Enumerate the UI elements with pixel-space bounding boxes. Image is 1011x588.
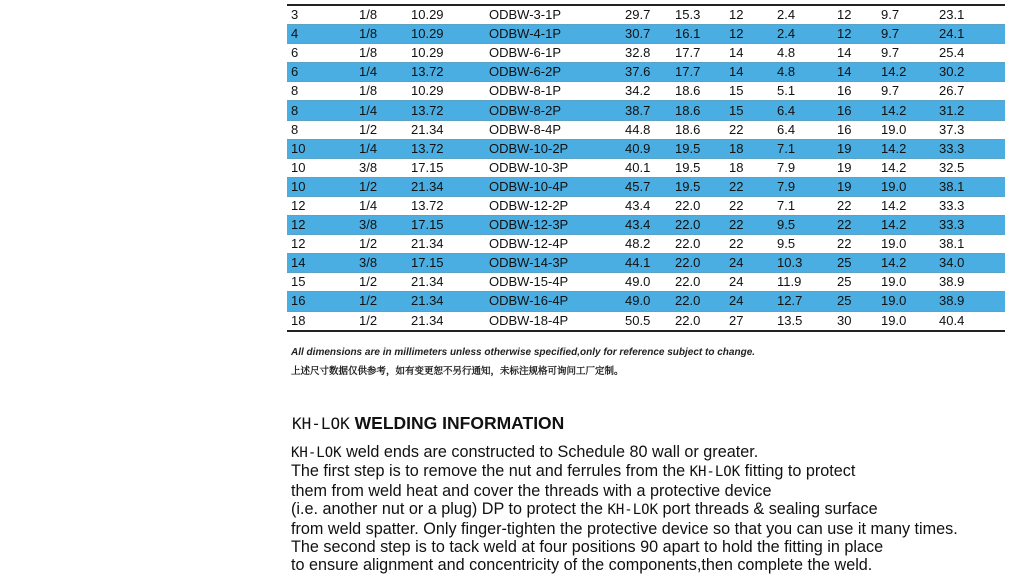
table-cell: 19.0 — [877, 311, 935, 331]
table-cell: 26.7 — [935, 82, 1005, 101]
table-cell: 22.0 — [671, 311, 725, 331]
table-cell: 21.34 — [407, 235, 485, 254]
table-cell: 27 — [725, 311, 773, 331]
table-cell: 24 — [725, 273, 773, 292]
heading-brand: KH-LOK — [292, 414, 350, 433]
table-cell: 50.5 — [621, 311, 671, 331]
table-cell: 44.1 — [621, 254, 671, 273]
table-cell: 33.3 — [935, 196, 1005, 215]
table-cell: 7.9 — [773, 177, 833, 196]
table-cell: 22.0 — [671, 292, 725, 311]
table-cell: 8 — [287, 120, 355, 139]
table-cell: 18.6 — [671, 82, 725, 101]
table-cell: 1/4 — [355, 63, 407, 82]
table-cell: 38.1 — [935, 235, 1005, 254]
table-cell: 24 — [725, 254, 773, 273]
table-cell: 14 — [725, 63, 773, 82]
table-cell: 22 — [833, 196, 877, 215]
table-cell: 6.4 — [773, 101, 833, 120]
table-cell: 15 — [287, 273, 355, 292]
units-note: All dimensions are in millimeters unless otherwise specified,only for reference subject to change. — [291, 347, 756, 358]
table-cell: 32.5 — [935, 158, 1005, 177]
table-cell: 22 — [725, 120, 773, 139]
table-cell: 16.1 — [671, 25, 725, 44]
table-cell: 22 — [725, 177, 773, 196]
table-cell: 22 — [833, 216, 877, 235]
table-cell: 22.0 — [671, 235, 725, 254]
table-cell: 6 — [287, 44, 355, 63]
table-cell: 38.1 — [935, 177, 1005, 196]
table-row — [287, 254, 1005, 273]
table-cell: 14 — [833, 63, 877, 82]
table-cell: 19.5 — [671, 139, 725, 158]
table-row — [287, 292, 1005, 311]
table-cell: 11.9 — [773, 273, 833, 292]
table-cell: 13.72 — [407, 196, 485, 215]
table-cell: 43.4 — [621, 196, 671, 215]
table-cell: 6.4 — [773, 120, 833, 139]
table-cell: 13.72 — [407, 101, 485, 120]
table-cell: 10 — [287, 177, 355, 196]
table-cell: ODBW-8-1P — [485, 82, 621, 101]
table-cell: 16 — [833, 120, 877, 139]
table-cell: 21.34 — [407, 120, 485, 139]
table-cell: 9.7 — [877, 25, 935, 44]
paragraph-line — [291, 556, 1011, 574]
table-cell: 13.72 — [407, 63, 485, 82]
table-cell: 15 — [725, 82, 773, 101]
table-cell: 37.3 — [935, 120, 1005, 139]
table-row — [287, 235, 1005, 254]
paragraph-line — [291, 462, 1011, 481]
table-cell: 18.6 — [671, 120, 725, 139]
table-cell: ODBW-18-4P — [485, 311, 621, 331]
table-cell: 7.1 — [773, 196, 833, 215]
table-cell: ODBW-10-4P — [485, 177, 621, 196]
table-cell: ODBW-10-3P — [485, 158, 621, 177]
table-cell: ODBW-12-3P — [485, 216, 621, 235]
table-cell: 12 — [287, 216, 355, 235]
table-cell: ODBW-8-4P — [485, 120, 621, 139]
table-cell: 43.4 — [621, 216, 671, 235]
paragraph-line — [291, 538, 1011, 556]
table-cell: 18 — [287, 311, 355, 331]
table-cell: 38.7 — [621, 101, 671, 120]
table-cell: 1/8 — [355, 25, 407, 44]
table-cell: 19.5 — [671, 177, 725, 196]
table-cell: 25.4 — [935, 44, 1005, 63]
table-row — [287, 6, 1005, 25]
table-cell: 17.7 — [671, 63, 725, 82]
paragraph-text: fitting to protect — [740, 462, 856, 481]
table-cell: 9.5 — [773, 235, 833, 254]
table-cell: 1/2 — [355, 273, 407, 292]
table-cell: ODBW-12-2P — [485, 196, 621, 215]
table-cell: 34.2 — [621, 82, 671, 101]
table-cell: 38.9 — [935, 292, 1005, 311]
table-cell: 21.34 — [407, 292, 485, 311]
table-cell: 2.4 — [773, 25, 833, 44]
brand-name: KH-LOK — [689, 464, 741, 481]
table-cell: 2.4 — [773, 6, 833, 25]
table-cell: 25 — [833, 254, 877, 273]
table-cell: 1/2 — [355, 311, 407, 331]
table-cell: 25 — [833, 273, 877, 292]
table-cell: ODBW-12-4P — [485, 235, 621, 254]
table-cell: 33.3 — [935, 139, 1005, 158]
table-cell: 1/2 — [355, 120, 407, 139]
table-cell: 22.0 — [671, 196, 725, 215]
table-cell: 34.0 — [935, 254, 1005, 273]
table-cell: 22 — [725, 216, 773, 235]
table-cell: 12 — [725, 25, 773, 44]
table-cell: 17.15 — [407, 158, 485, 177]
table-cell: 22 — [725, 235, 773, 254]
heading-title: WELDING INFORMATION — [349, 413, 565, 433]
table-cell: 8 — [287, 82, 355, 101]
table-cell: 21.34 — [407, 311, 485, 331]
table-cell: 19.5 — [671, 158, 725, 177]
table-cell: 3/8 — [355, 158, 407, 177]
paragraph-text: from weld spatter. Only finger-tighten the protective device so that you can use it many times. — [291, 519, 958, 538]
table-cell: 7.1 — [773, 139, 833, 158]
table-cell: 49.0 — [621, 273, 671, 292]
table-cell: 12 — [833, 25, 877, 44]
table-cell: 1/2 — [355, 235, 407, 254]
table-cell: 22 — [833, 235, 877, 254]
table-row — [287, 82, 1005, 101]
table-cell: 24.1 — [935, 25, 1005, 44]
table-body — [287, 6, 1005, 331]
table-row — [287, 177, 1005, 196]
table-cell: 13.72 — [407, 139, 485, 158]
section-heading — [292, 413, 564, 434]
table-cell: 6 — [287, 63, 355, 82]
table-cell: 16 — [833, 82, 877, 101]
table-cell: 14.2 — [877, 196, 935, 215]
dimension-table — [287, 6, 1005, 332]
table-cell: 30.7 — [621, 25, 671, 44]
table-cell: 10.29 — [407, 6, 485, 25]
table-cell: 10.29 — [407, 25, 485, 44]
table-cell: 10 — [287, 158, 355, 177]
table-cell: 1/4 — [355, 196, 407, 215]
table-cell: 14.2 — [877, 158, 935, 177]
table-row — [287, 139, 1005, 158]
brand-name: KH-LOK — [291, 445, 342, 461]
table-cell: 19.0 — [877, 120, 935, 139]
table-row — [287, 216, 1005, 235]
table-cell: 1/8 — [355, 6, 407, 25]
paragraph-text: weld ends are constructed to Schedule 80 wall or greater. — [341, 443, 759, 461]
table-cell: 21.34 — [407, 177, 485, 196]
table-cell: 22.0 — [671, 254, 725, 273]
table-cell: ODBW-14-3P — [485, 254, 621, 273]
table-cell: 30 — [833, 311, 877, 331]
table-cell: 13.5 — [773, 311, 833, 331]
table-cell: 30.2 — [935, 63, 1005, 82]
table-cell: 3/8 — [355, 216, 407, 235]
table-cell: 22.0 — [671, 216, 725, 235]
table-cell: 24 — [725, 292, 773, 311]
table-cell: 10.3 — [773, 254, 833, 273]
table-row — [287, 101, 1005, 120]
table-cell: 19 — [833, 177, 877, 196]
paragraph-text: (i.e. another nut or a plug) DP to protect the — [291, 500, 608, 519]
table-cell: 44.8 — [621, 120, 671, 139]
table-row — [287, 63, 1005, 82]
table-cell: 48.2 — [621, 235, 671, 254]
table-cell: 12.7 — [773, 292, 833, 311]
table-row — [287, 44, 1005, 63]
table-cell: 5.1 — [773, 82, 833, 101]
paragraph-text: The first step is to remove the nut and ferrules from the — [291, 462, 690, 481]
table-cell: 14 — [287, 254, 355, 273]
table-cell: 17.7 — [671, 44, 725, 63]
table-cell: 19.0 — [877, 273, 935, 292]
table-cell: 22.0 — [671, 273, 725, 292]
table-cell: ODBW-10-2P — [485, 139, 621, 158]
table-cell: ODBW-3-1P — [485, 6, 621, 25]
table-cell: 33.3 — [935, 216, 1005, 235]
table-cell: 1/8 — [355, 44, 407, 63]
table-row — [287, 25, 1005, 44]
table-cell: 29.7 — [621, 6, 671, 25]
units-note-chinese: 上述尺寸数据仅供参考，如有变更恕不另行通知，未标注规格可询问工厂定制。 — [291, 366, 624, 377]
table-cell: 19.0 — [877, 177, 935, 196]
table-cell: ODBW-16-4P — [485, 292, 621, 311]
table-cell: 7.9 — [773, 158, 833, 177]
table-cell: 14.2 — [877, 63, 935, 82]
table-cell: 18.6 — [671, 101, 725, 120]
table-cell: 19.0 — [877, 292, 935, 311]
dimension-table-wrapper — [287, 4, 1005, 332]
table-cell: 18 — [725, 158, 773, 177]
table-cell: 45.7 — [621, 177, 671, 196]
paragraph-line — [291, 500, 1011, 519]
brand-name: KH-LOK — [607, 502, 659, 519]
paragraph-text: to ensure alignment and concentricity of the components,then complete the weld. — [291, 556, 873, 575]
table-cell: 4 — [287, 25, 355, 44]
table-cell: 9.7 — [877, 6, 935, 25]
paragraph-line — [291, 520, 1011, 538]
table-row — [287, 158, 1005, 177]
table-cell: 40.4 — [935, 311, 1005, 331]
table-cell: 9.7 — [877, 44, 935, 63]
paragraph-text: them from weld heat and cover the threads with a protective device — [291, 481, 772, 500]
table-cell: 14 — [725, 44, 773, 63]
table-cell: 14.2 — [877, 254, 935, 273]
table-cell: 3 — [287, 6, 355, 25]
table-cell: 18 — [725, 139, 773, 158]
table-row — [287, 120, 1005, 139]
table-cell: ODBW-15-4P — [485, 273, 621, 292]
table-cell: 21.34 — [407, 273, 485, 292]
table-cell: ODBW-4-1P — [485, 25, 621, 44]
table-cell: 40.1 — [621, 158, 671, 177]
table-cell: 19.0 — [877, 235, 935, 254]
table-cell: 17.15 — [407, 254, 485, 273]
table-cell: 40.9 — [621, 139, 671, 158]
table-cell: 32.8 — [621, 44, 671, 63]
table-cell: 4.8 — [773, 44, 833, 63]
table-cell: 16 — [833, 101, 877, 120]
table-cell: 1/2 — [355, 177, 407, 196]
table-cell: 38.9 — [935, 273, 1005, 292]
table-cell: 22 — [725, 196, 773, 215]
table-cell: 12 — [725, 6, 773, 25]
table-cell: 9.5 — [773, 216, 833, 235]
table-cell: ODBW-8-2P — [485, 101, 621, 120]
table-row — [287, 273, 1005, 292]
table-cell: 10.29 — [407, 44, 485, 63]
table-cell: 16 — [287, 292, 355, 311]
table-cell: 19 — [833, 139, 877, 158]
table-cell: 25 — [833, 292, 877, 311]
table-cell: 14.2 — [877, 139, 935, 158]
table-cell: 12 — [833, 6, 877, 25]
paragraph-text: port threads & sealing surface — [658, 500, 878, 519]
table-cell: 15.3 — [671, 6, 725, 25]
table-cell: 1/2 — [355, 292, 407, 311]
table-cell: 19 — [833, 158, 877, 177]
table-row — [287, 311, 1005, 331]
table-cell: 9.7 — [877, 82, 935, 101]
table-cell: 12 — [287, 196, 355, 215]
table-cell: 4.8 — [773, 63, 833, 82]
table-cell: 1/4 — [355, 101, 407, 120]
table-cell: 23.1 — [935, 6, 1005, 25]
table-cell: 1/4 — [355, 139, 407, 158]
table-row — [287, 196, 1005, 215]
table-cell: 8 — [287, 101, 355, 120]
table-cell: 1/8 — [355, 82, 407, 101]
table-cell: 17.15 — [407, 216, 485, 235]
table-cell: 14 — [833, 44, 877, 63]
table-cell: 15 — [725, 101, 773, 120]
paragraph-line — [291, 443, 1011, 462]
table-cell: 49.0 — [621, 292, 671, 311]
welding-info-paragraph — [291, 443, 1011, 575]
table-cell: 10.29 — [407, 82, 485, 101]
table-cell: ODBW-6-2P — [485, 63, 621, 82]
table-cell: 14.2 — [877, 101, 935, 120]
paragraph-line — [291, 482, 1011, 500]
table-cell: 10 — [287, 139, 355, 158]
table-cell: 12 — [287, 235, 355, 254]
paragraph-text: The second step is to tack weld at four positions 90 apart to hold the fitting in place — [291, 538, 884, 557]
table-cell: ODBW-6-1P — [485, 44, 621, 63]
table-cell: 37.6 — [621, 63, 671, 82]
table-cell: 3/8 — [355, 254, 407, 273]
table-cell: 31.2 — [935, 101, 1005, 120]
table-cell: 14.2 — [877, 216, 935, 235]
